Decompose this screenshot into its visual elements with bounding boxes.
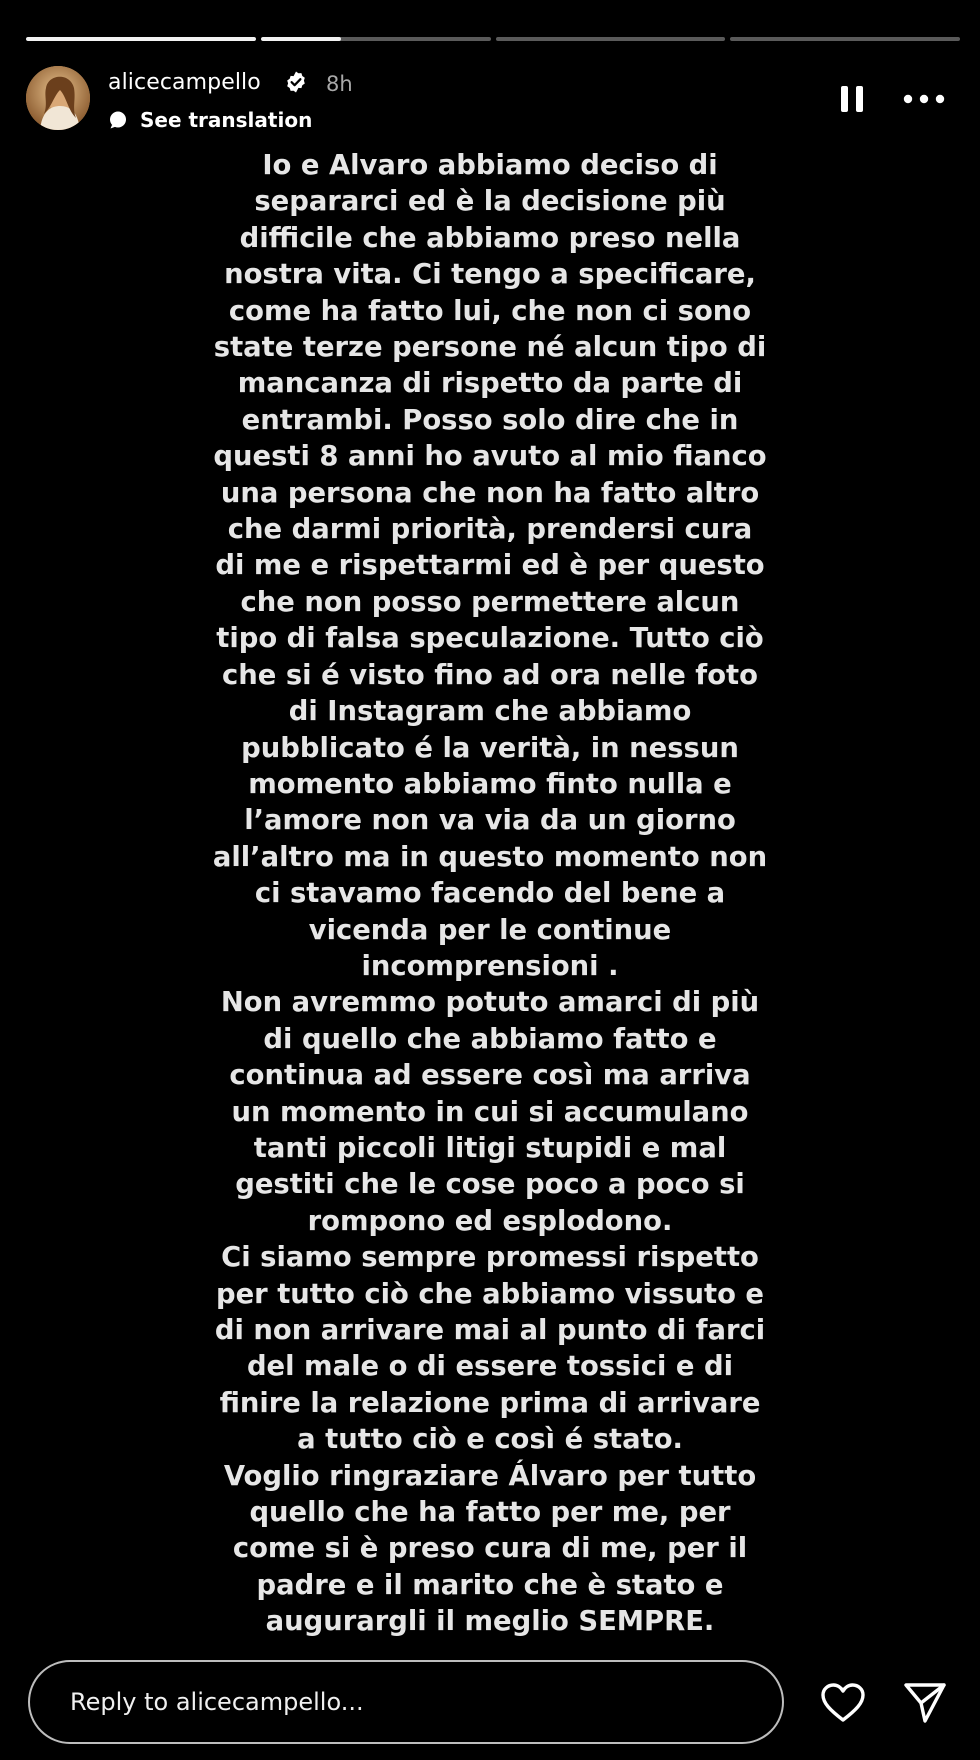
story-text-line: state terze persone né alcun tipo di (213, 332, 767, 364)
story-text-line: entrambi. Posso solo dire che in (241, 404, 739, 436)
progress-segment (496, 37, 726, 41)
story-text-line: pubblicato é la verità, in nessun (241, 732, 739, 764)
story-text-line: questi 8 anni ho avuto al mio fianco (213, 441, 767, 473)
story-text-line: un momento in cui si accumulano (231, 1096, 749, 1128)
story-text-line: tipo di falsa speculazione. Tutto ciò (216, 623, 764, 655)
reply-input[interactable] (28, 1660, 784, 1744)
story-text-line: vicenda per le continue (308, 914, 672, 946)
more-horizontal-icon[interactable] (900, 88, 948, 110)
avatar-image (26, 66, 90, 130)
story-text-line: Ci siamo sempre promessi rispetto (221, 1242, 759, 1274)
post-time: 8h (326, 72, 353, 96)
story-text-line: come ha fatto lui, che non ci sono (228, 295, 752, 327)
story-text-line: di quello che abbiamo fatto e (263, 1023, 717, 1055)
story-text-line: una persona che non ha fatto altro (220, 477, 760, 509)
send-icon[interactable] (902, 1680, 948, 1726)
story-text-line: finire la relazione prima di arrivare (219, 1387, 761, 1419)
story-text-line: Non avremmo potuto amarci di più (220, 987, 760, 1019)
story-text-line: momento abbiamo finto nulla e (248, 768, 732, 800)
story-text-line: tanti piccoli litigi stupidi e mal (253, 1132, 727, 1164)
story-text-line: separarci ed è la decisione più (254, 186, 726, 218)
pause-icon[interactable] (838, 84, 866, 114)
story-text-line: che si é visto fino ad ora nelle foto (222, 659, 758, 691)
story-text-line: Io e Alvaro abbiamo deciso di (262, 150, 718, 181)
story-text-line: incomprensioni . (361, 950, 619, 982)
story-text-line: l’amore non va via da un giorno (244, 805, 736, 837)
username[interactable]: alicecampello (108, 70, 261, 95)
story-text-line: per tutto ciò che abbiamo vissuto e (215, 1278, 765, 1310)
story-text-line: continua ad essere così ma arriva (229, 1060, 751, 1092)
story-text-line: rompono ed esplodono. (307, 1205, 673, 1237)
story-text-line: di Instagram che abbiamo (288, 696, 692, 728)
progress-fill (261, 37, 341, 41)
story-text-line: difficile che abbiamo preso nella (239, 222, 741, 254)
story-text-line: del male o di essere tossici e di (246, 1351, 734, 1383)
story-text-line: padre e il marito che è stato e (256, 1569, 724, 1601)
story-text-line: ci stavamo facendo del bene a (254, 878, 726, 910)
progress-segment (730, 37, 960, 41)
avatar[interactable] (26, 66, 90, 130)
story-text-line: a tutto ciò e così é stato. (297, 1424, 683, 1456)
story-text-line: mancanza di rispetto da parte di (237, 368, 743, 400)
story-text-line: augurargli il meglio SEMPRE. (265, 1606, 715, 1638)
progress-fill (26, 37, 256, 41)
story-text (200, 148, 780, 1641)
story-text-line: che non posso permettere alcun (240, 586, 740, 618)
story-text-line: Voglio ringraziare Álvaro per tutto (223, 1460, 757, 1492)
story-progress (26, 37, 960, 41)
story-text-line: gestiti che le cose poco a poco si (235, 1169, 745, 1201)
see-translation-label: See translation (140, 108, 313, 132)
story-text-line: che darmi priorità, prendersi cura (227, 514, 753, 546)
story-text-line: come si è preso cura di me, per il (232, 1533, 748, 1565)
story-text-line: di non arrivare mai al punto di farci (214, 1315, 766, 1346)
see-translation-button[interactable] (108, 108, 312, 132)
story-text-line: quello che ha fatto per me, per (249, 1497, 731, 1529)
heart-icon[interactable] (820, 1682, 866, 1724)
translation-bubble-icon (108, 110, 128, 130)
progress-segment (261, 37, 491, 41)
story-text-line: all’altro ma in questo momento non (212, 841, 768, 873)
story-text-line: di me e rispettarmi ed è per questo (215, 550, 765, 582)
reply-placeholder: Reply to alicecampello... (70, 1688, 364, 1716)
progress-segment (26, 37, 256, 41)
verified-badge-icon (284, 70, 308, 94)
story-text-line: nostra vita. Ci tengo a specificare, (224, 259, 756, 291)
